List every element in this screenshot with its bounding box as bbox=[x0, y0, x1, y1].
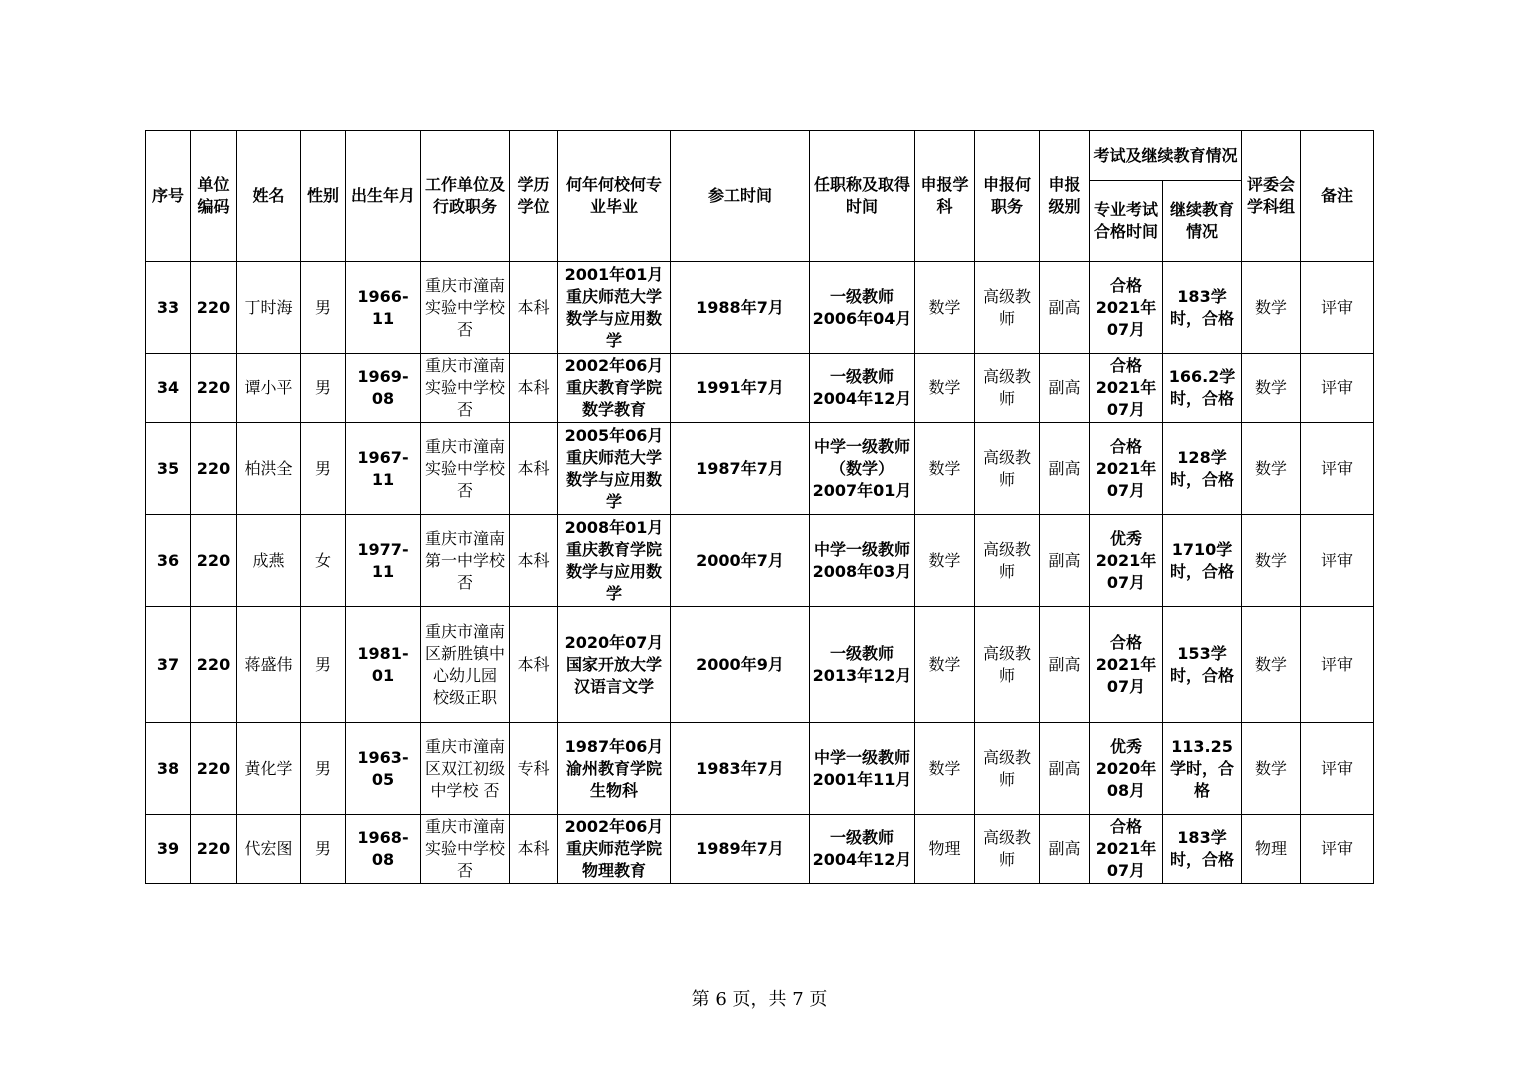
cell-seq: 39 bbox=[146, 815, 191, 884]
cell-unit-code: 220 bbox=[191, 815, 237, 884]
cell-work-start: 1983年7月 bbox=[671, 723, 810, 815]
cell-exam-pass: 合格2021年07月 bbox=[1090, 815, 1163, 884]
cell-workplace: 重庆市潼南实验中学校 否 bbox=[421, 815, 510, 884]
cell-remark: 评审 bbox=[1301, 423, 1374, 515]
cell-applied-title: 高级教师 bbox=[975, 815, 1040, 884]
cell-gender: 男 bbox=[301, 815, 346, 884]
cell-current-title: 一级教师2004年12月 bbox=[810, 354, 915, 423]
cell-education: 本科 bbox=[510, 354, 558, 423]
cell-level: 副高 bbox=[1040, 607, 1090, 723]
cell-name: 丁时海 bbox=[237, 262, 301, 354]
header-workplace: 工作单位及行政职务 bbox=[421, 131, 510, 262]
cell-name: 柏洪全 bbox=[237, 423, 301, 515]
cell-remark: 评审 bbox=[1301, 262, 1374, 354]
applicant-table bbox=[145, 130, 1374, 884]
cell-continuing-edu: 113.25学时，合格 bbox=[1163, 723, 1242, 815]
cell-seq: 36 bbox=[146, 515, 191, 607]
cell-exam-pass: 合格2021年07月 bbox=[1090, 607, 1163, 723]
cell-current-title: 中学一级教师2008年03月 bbox=[810, 515, 915, 607]
cell-birth: 1963-05 bbox=[346, 723, 421, 815]
cell-seq: 33 bbox=[146, 262, 191, 354]
cell-workplace: 重庆市潼南区新胜镇中心幼儿园 校级正职 bbox=[421, 607, 510, 723]
cell-workplace: 重庆市潼南区双江初级中学校 否 bbox=[421, 723, 510, 815]
cell-remark: 评审 bbox=[1301, 815, 1374, 884]
cell-continuing-edu: 166.2学时，合格 bbox=[1163, 354, 1242, 423]
cell-unit-code: 220 bbox=[191, 354, 237, 423]
cell-exam-pass: 优秀2020年08月 bbox=[1090, 723, 1163, 815]
cell-subject: 数学 bbox=[915, 723, 975, 815]
cell-committee-group: 数学 bbox=[1242, 515, 1301, 607]
cell-exam-pass: 合格2021年07月 bbox=[1090, 423, 1163, 515]
cell-work-start: 2000年7月 bbox=[671, 515, 810, 607]
header-remark: 备注 bbox=[1301, 131, 1374, 262]
cell-committee-group: 数学 bbox=[1242, 262, 1301, 354]
header-exam-group: 考试及继续教育情况 bbox=[1090, 131, 1242, 181]
header-name: 姓名 bbox=[237, 131, 301, 262]
header-subject: 申报学科 bbox=[915, 131, 975, 262]
table-row bbox=[146, 815, 1374, 884]
cell-subject: 数学 bbox=[915, 515, 975, 607]
cell-workplace: 重庆市潼南实验中学校 否 bbox=[421, 423, 510, 515]
cell-gender: 男 bbox=[301, 607, 346, 723]
cell-birth: 1966-11 bbox=[346, 262, 421, 354]
cell-education: 专科 bbox=[510, 723, 558, 815]
cell-current-title: 中学一级教师（数学）2007年01月 bbox=[810, 423, 915, 515]
cell-graduation: 2008年01月重庆教育学院数学与应用数学 bbox=[558, 515, 671, 607]
cell-continuing-edu: 183学时，合格 bbox=[1163, 815, 1242, 884]
cell-name: 黄化学 bbox=[237, 723, 301, 815]
cell-unit-code: 220 bbox=[191, 723, 237, 815]
cell-name: 谭小平 bbox=[237, 354, 301, 423]
cell-committee-group: 数学 bbox=[1242, 423, 1301, 515]
cell-work-start: 2000年9月 bbox=[671, 607, 810, 723]
cell-work-start: 1989年7月 bbox=[671, 815, 810, 884]
cell-education: 本科 bbox=[510, 262, 558, 354]
cell-education: 本科 bbox=[510, 815, 558, 884]
cell-remark: 评审 bbox=[1301, 723, 1374, 815]
cell-level: 副高 bbox=[1040, 723, 1090, 815]
table-row bbox=[146, 262, 1374, 354]
cell-exam-pass: 优秀2021年07月 bbox=[1090, 515, 1163, 607]
cell-unit-code: 220 bbox=[191, 423, 237, 515]
cell-graduation: 2002年06月重庆教育学院数学教育 bbox=[558, 354, 671, 423]
cell-education: 本科 bbox=[510, 515, 558, 607]
cell-unit-code: 220 bbox=[191, 262, 237, 354]
header-education: 学历学位 bbox=[510, 131, 558, 262]
cell-workplace: 重庆市潼南实验中学校 否 bbox=[421, 262, 510, 354]
cell-name: 成燕 bbox=[237, 515, 301, 607]
cell-subject: 数学 bbox=[915, 262, 975, 354]
cell-level: 副高 bbox=[1040, 262, 1090, 354]
cell-committee-group: 数学 bbox=[1242, 354, 1301, 423]
cell-continuing-edu: 128学时，合格 bbox=[1163, 423, 1242, 515]
cell-continuing-edu: 153学时，合格 bbox=[1163, 607, 1242, 723]
header-unit-code: 单位编码 bbox=[191, 131, 237, 262]
cell-graduation: 1987年06月渝州教育学院生物科 bbox=[558, 723, 671, 815]
cell-gender: 男 bbox=[301, 262, 346, 354]
cell-seq: 37 bbox=[146, 607, 191, 723]
cell-subject: 数学 bbox=[915, 354, 975, 423]
cell-committee-group: 数学 bbox=[1242, 607, 1301, 723]
cell-birth: 1981-01 bbox=[346, 607, 421, 723]
table-row bbox=[146, 723, 1374, 815]
cell-graduation: 2001年01月重庆师范大学数学与应用数学 bbox=[558, 262, 671, 354]
cell-work-start: 1987年7月 bbox=[671, 423, 810, 515]
cell-subject: 物理 bbox=[915, 815, 975, 884]
cell-birth: 1967-11 bbox=[346, 423, 421, 515]
cell-subject: 数学 bbox=[915, 423, 975, 515]
cell-gender: 男 bbox=[301, 423, 346, 515]
cell-level: 副高 bbox=[1040, 354, 1090, 423]
cell-current-title: 中学一级教师2001年11月 bbox=[810, 723, 915, 815]
header-birth: 出生年月 bbox=[346, 131, 421, 262]
cell-graduation: 2020年07月国家开放大学汉语言文学 bbox=[558, 607, 671, 723]
cell-current-title: 一级教师2013年12月 bbox=[810, 607, 915, 723]
cell-continuing-edu: 183学时，合格 bbox=[1163, 262, 1242, 354]
cell-work-start: 1988年7月 bbox=[671, 262, 810, 354]
cell-gender: 女 bbox=[301, 515, 346, 607]
table-row bbox=[146, 354, 1374, 423]
cell-workplace: 重庆市潼南实验中学校 否 bbox=[421, 354, 510, 423]
header-seq: 序号 bbox=[146, 131, 191, 262]
cell-seq: 34 bbox=[146, 354, 191, 423]
header-graduation: 何年何校何专业毕业 bbox=[558, 131, 671, 262]
table-row bbox=[146, 423, 1374, 515]
cell-exam-pass: 合格2021年07月 bbox=[1090, 354, 1163, 423]
cell-applied-title: 高级教师 bbox=[975, 423, 1040, 515]
cell-gender: 男 bbox=[301, 354, 346, 423]
cell-gender: 男 bbox=[301, 723, 346, 815]
table-header bbox=[146, 131, 1374, 262]
header-level: 申报级别 bbox=[1040, 131, 1090, 262]
cell-unit-code: 220 bbox=[191, 607, 237, 723]
cell-applied-title: 高级教师 bbox=[975, 515, 1040, 607]
cell-graduation: 2005年06月重庆师范大学 数学与应用数学 bbox=[558, 423, 671, 515]
cell-subject: 数学 bbox=[915, 607, 975, 723]
header-applied-title: 申报何职务 bbox=[975, 131, 1040, 262]
cell-unit-code: 220 bbox=[191, 515, 237, 607]
cell-committee-group: 物理 bbox=[1242, 815, 1301, 884]
cell-continuing-edu: 1710学时，合格 bbox=[1163, 515, 1242, 607]
cell-birth: 1969-08 bbox=[346, 354, 421, 423]
cell-applied-title: 高级教师 bbox=[975, 354, 1040, 423]
cell-applied-title: 高级教师 bbox=[975, 723, 1040, 815]
cell-name: 代宏图 bbox=[237, 815, 301, 884]
cell-committee-group: 数学 bbox=[1242, 723, 1301, 815]
cell-remark: 评审 bbox=[1301, 354, 1374, 423]
cell-seq: 38 bbox=[146, 723, 191, 815]
cell-remark: 评审 bbox=[1301, 607, 1374, 723]
cell-workplace: 重庆市潼南第一中学校 否 bbox=[421, 515, 510, 607]
cell-education: 本科 bbox=[510, 607, 558, 723]
cell-remark: 评审 bbox=[1301, 515, 1374, 607]
cell-level: 副高 bbox=[1040, 815, 1090, 884]
header-committee-group: 评委会学科组 bbox=[1242, 131, 1301, 262]
cell-level: 副高 bbox=[1040, 423, 1090, 515]
cell-level: 副高 bbox=[1040, 515, 1090, 607]
cell-work-start: 1991年7月 bbox=[671, 354, 810, 423]
cell-birth: 1968-08 bbox=[346, 815, 421, 884]
cell-seq: 35 bbox=[146, 423, 191, 515]
cell-applied-title: 高级教师 bbox=[975, 607, 1040, 723]
cell-name: 蒋盛伟 bbox=[237, 607, 301, 723]
cell-education: 本科 bbox=[510, 423, 558, 515]
table-body bbox=[146, 262, 1374, 884]
cell-graduation: 2002年06月重庆师范学院物理教育 bbox=[558, 815, 671, 884]
header-gender: 性别 bbox=[301, 131, 346, 262]
cell-current-title: 一级教师2006年04月 bbox=[810, 262, 915, 354]
cell-exam-pass: 合格2021年07月 bbox=[1090, 262, 1163, 354]
cell-birth: 1977-11 bbox=[346, 515, 421, 607]
header-exam-pass: 专业考试合格时间 bbox=[1090, 181, 1163, 262]
header-work-start: 参工时间 bbox=[671, 131, 810, 262]
table-row bbox=[146, 607, 1374, 723]
cell-current-title: 一级教师2004年12月 bbox=[810, 815, 915, 884]
cell-applied-title: 高级教师 bbox=[975, 262, 1040, 354]
page-number: 第 6 页，共 7 页 bbox=[691, 989, 828, 1010]
table-row bbox=[146, 515, 1374, 607]
header-continuing-edu: 继续教育情况 bbox=[1163, 181, 1242, 262]
header-current-title: 任职称及取得时间 bbox=[810, 131, 915, 262]
